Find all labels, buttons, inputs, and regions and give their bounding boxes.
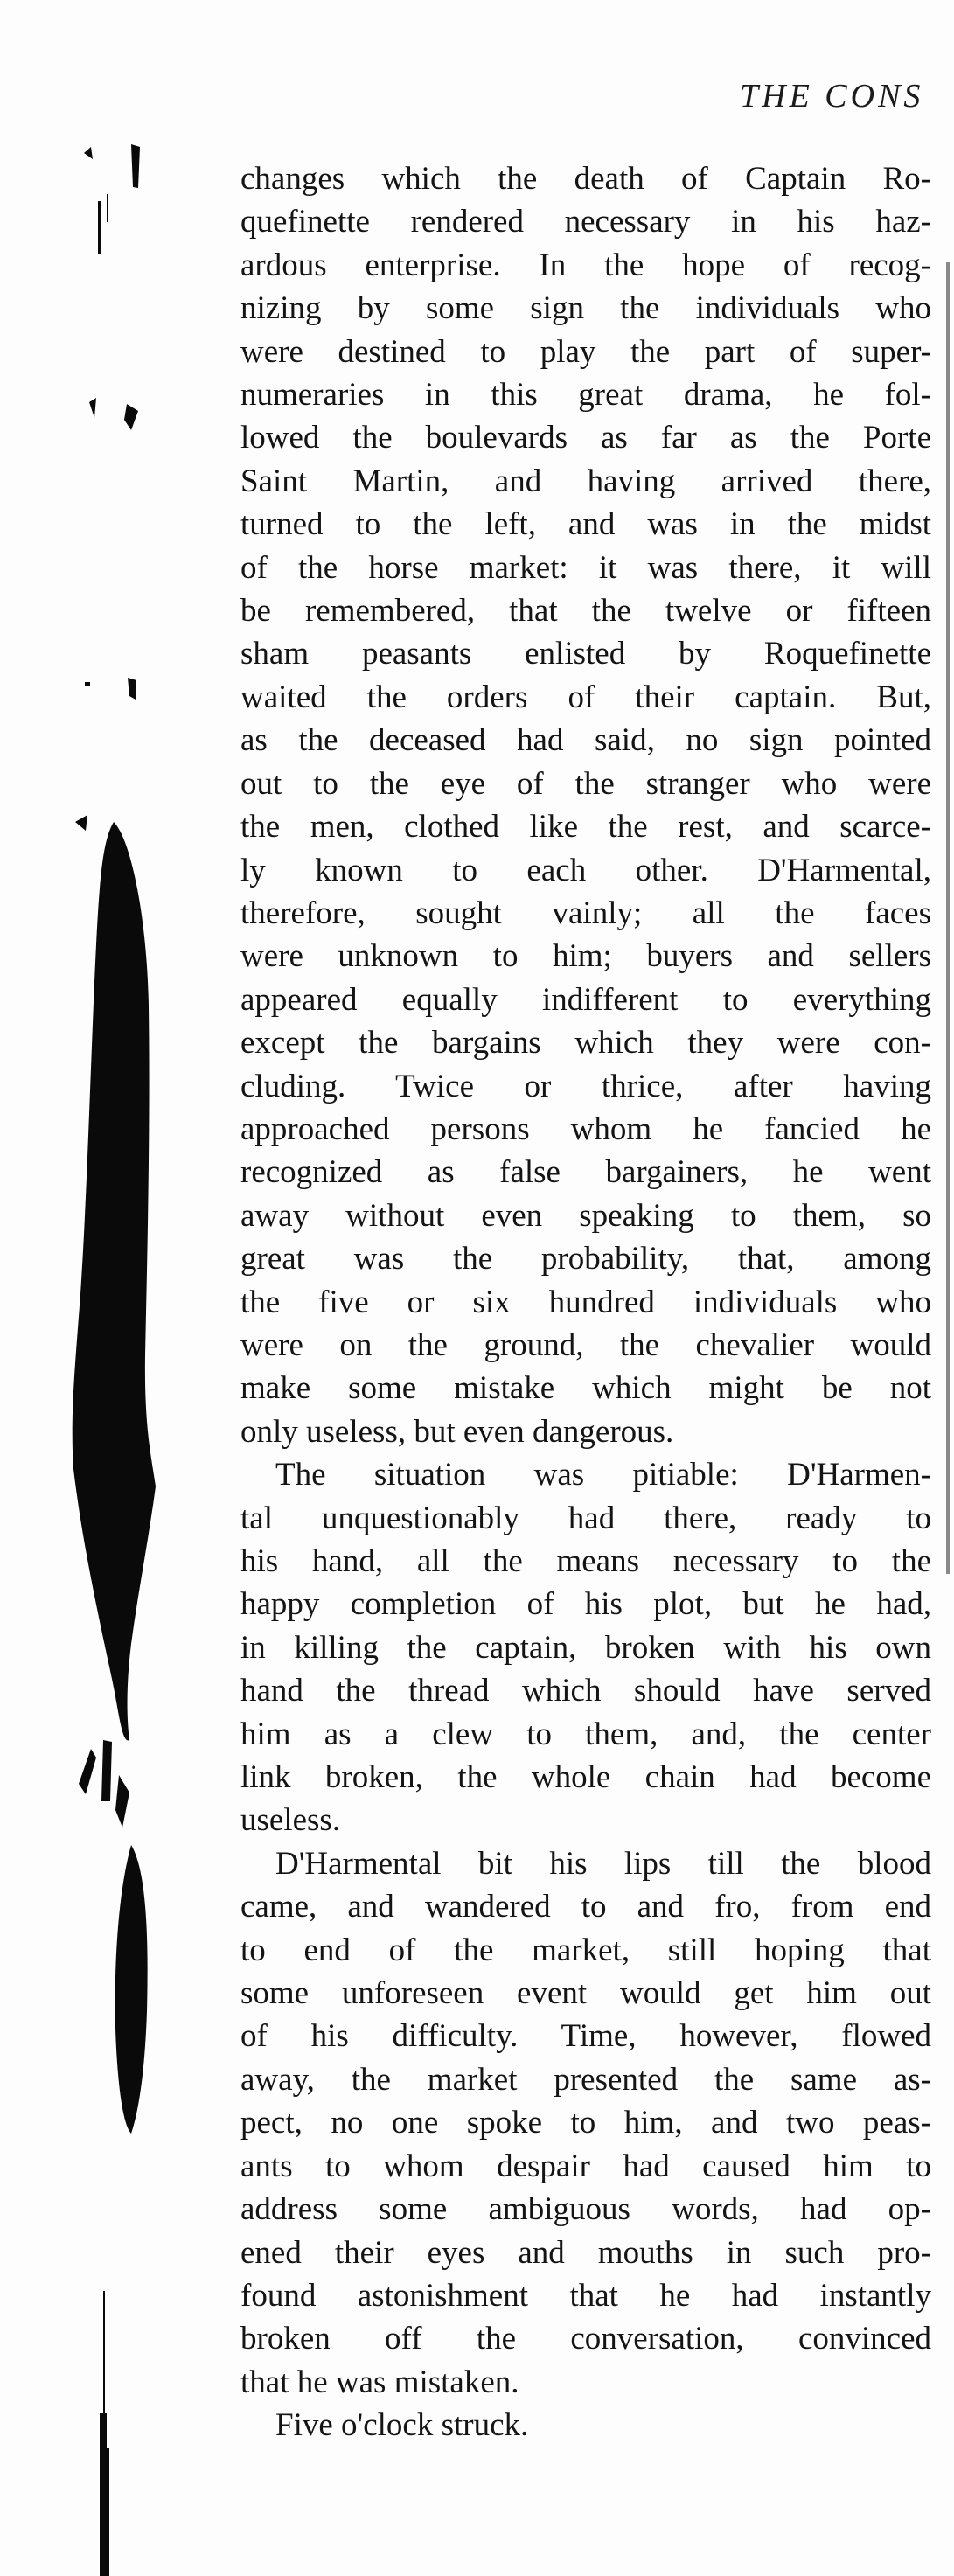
text-line: some unforeseen event would get him out xyxy=(240,1975,931,2012)
text-line: the men, clothed like the rest, and scarce- xyxy=(240,809,931,846)
text-line: his hand, all the means necessary to the xyxy=(240,1543,931,1579)
text-line: The situation was pitiable: D'Harmen- xyxy=(275,1457,931,1493)
running-head: THE CONS xyxy=(740,78,924,115)
text-line: in killing the captain, broken with his own xyxy=(240,1629,931,1666)
text-line: link broken, the whole chain had become xyxy=(240,1759,931,1796)
text-line: lowed the boulevards as far as the Porte xyxy=(240,420,931,456)
text-line: be remembered, that the twelve or fifteen xyxy=(240,593,931,630)
text-line: out to the eye of the stranger who were xyxy=(240,765,931,802)
text-line: waited the orders of their captain. But, xyxy=(240,679,931,715)
text-line: hand the thread which should have served xyxy=(240,1673,931,1709)
text-line: only useless, but even dangerous. xyxy=(240,1413,674,1450)
text-line: to end of the market, still hoping that xyxy=(240,1932,931,1968)
text-line: Saint Martin, and having arrived there, xyxy=(240,463,931,499)
text-line: turned to the left, and was in the midst xyxy=(240,506,931,543)
text-line: sham peasants enlisted by Roquefinette xyxy=(240,636,931,672)
text-line: ly known to each other. D'Harmental, xyxy=(240,852,931,888)
text-line: address some ambiguous words, had op- xyxy=(240,2191,931,2228)
gutter-ink-stains xyxy=(0,0,210,2576)
text-line: numeraries in this great drama, he fol- xyxy=(240,377,931,414)
text-line: were destined to play the part of super- xyxy=(240,333,931,370)
text-line: ened their eyes and mouths in such pro- xyxy=(240,2234,931,2271)
text-line: the five or six hundred individuals who xyxy=(240,1284,931,1320)
text-line: came, and wandered to and fro, from end xyxy=(240,1889,931,1925)
text-line: great was the probability, that, among xyxy=(240,1241,931,1278)
text-line: were unknown to him; buyers and sellers xyxy=(240,938,931,975)
page-edge-shadow xyxy=(946,262,950,1574)
text-line: happy completion of his plot, but he had, xyxy=(240,1586,931,1623)
paragraph xyxy=(240,2404,931,2447)
text-line: ants to whom despair had caused him to xyxy=(240,2148,931,2184)
text-line: recognized as false bargainers, he went xyxy=(240,1154,931,1191)
text-line: pect, no one spoke to him, and two peas- xyxy=(240,2105,931,2141)
text-line: ardous enterprise. In the hope of recog- xyxy=(240,247,931,283)
text-line: were on the ground, the chevalier would xyxy=(240,1326,931,1363)
text-line: broken off the conversation, convinced xyxy=(240,2321,931,2357)
text-line: approached persons whom he fancied he xyxy=(240,1110,931,1147)
text-line: changes which the death of Captain Ro- xyxy=(240,161,931,197)
text-line: that he was mistaken. xyxy=(240,2364,519,2400)
paragraph xyxy=(240,1453,931,1842)
body-text xyxy=(240,157,931,2447)
text-line: D'Harmental bit his lips till the blood xyxy=(275,1845,931,1882)
text-line: Five o'clock struck. xyxy=(275,2407,529,2444)
text-line: nizing by some sign the individuals who xyxy=(240,290,931,327)
text-line: except the bargains which they were con- xyxy=(240,1025,931,1062)
text-line: found astonishment that he had instantly xyxy=(240,2277,931,2314)
text-line: cluding. Twice or thrice, after having xyxy=(240,1068,931,1104)
text-line: make some mistake which might be not xyxy=(240,1370,931,1407)
text-line: therefore, sought vainly; all the faces xyxy=(240,895,931,931)
text-line: tal unquestionably had there, ready to xyxy=(240,1500,931,1536)
text-line: away, the market presented the same as- xyxy=(240,2061,931,2098)
text-line: of his difficulty. Time, however, flowed xyxy=(240,2018,931,2055)
text-line: of the horse market: it was there, it will xyxy=(240,549,931,586)
text-line: useless. xyxy=(240,1802,341,1839)
text-line: quefinette rendered necessary in his haz- xyxy=(240,204,931,240)
text-line: him as a clew to them, and, the center xyxy=(240,1716,931,1752)
paragraph xyxy=(240,157,931,1453)
paragraph xyxy=(240,1842,931,2404)
text-line: appeared equally indifferent to everything xyxy=(240,981,931,1018)
text-line: away without even speaking to them, so xyxy=(240,1197,931,1234)
text-line: as the deceased had said, no sign pointed xyxy=(240,722,931,759)
